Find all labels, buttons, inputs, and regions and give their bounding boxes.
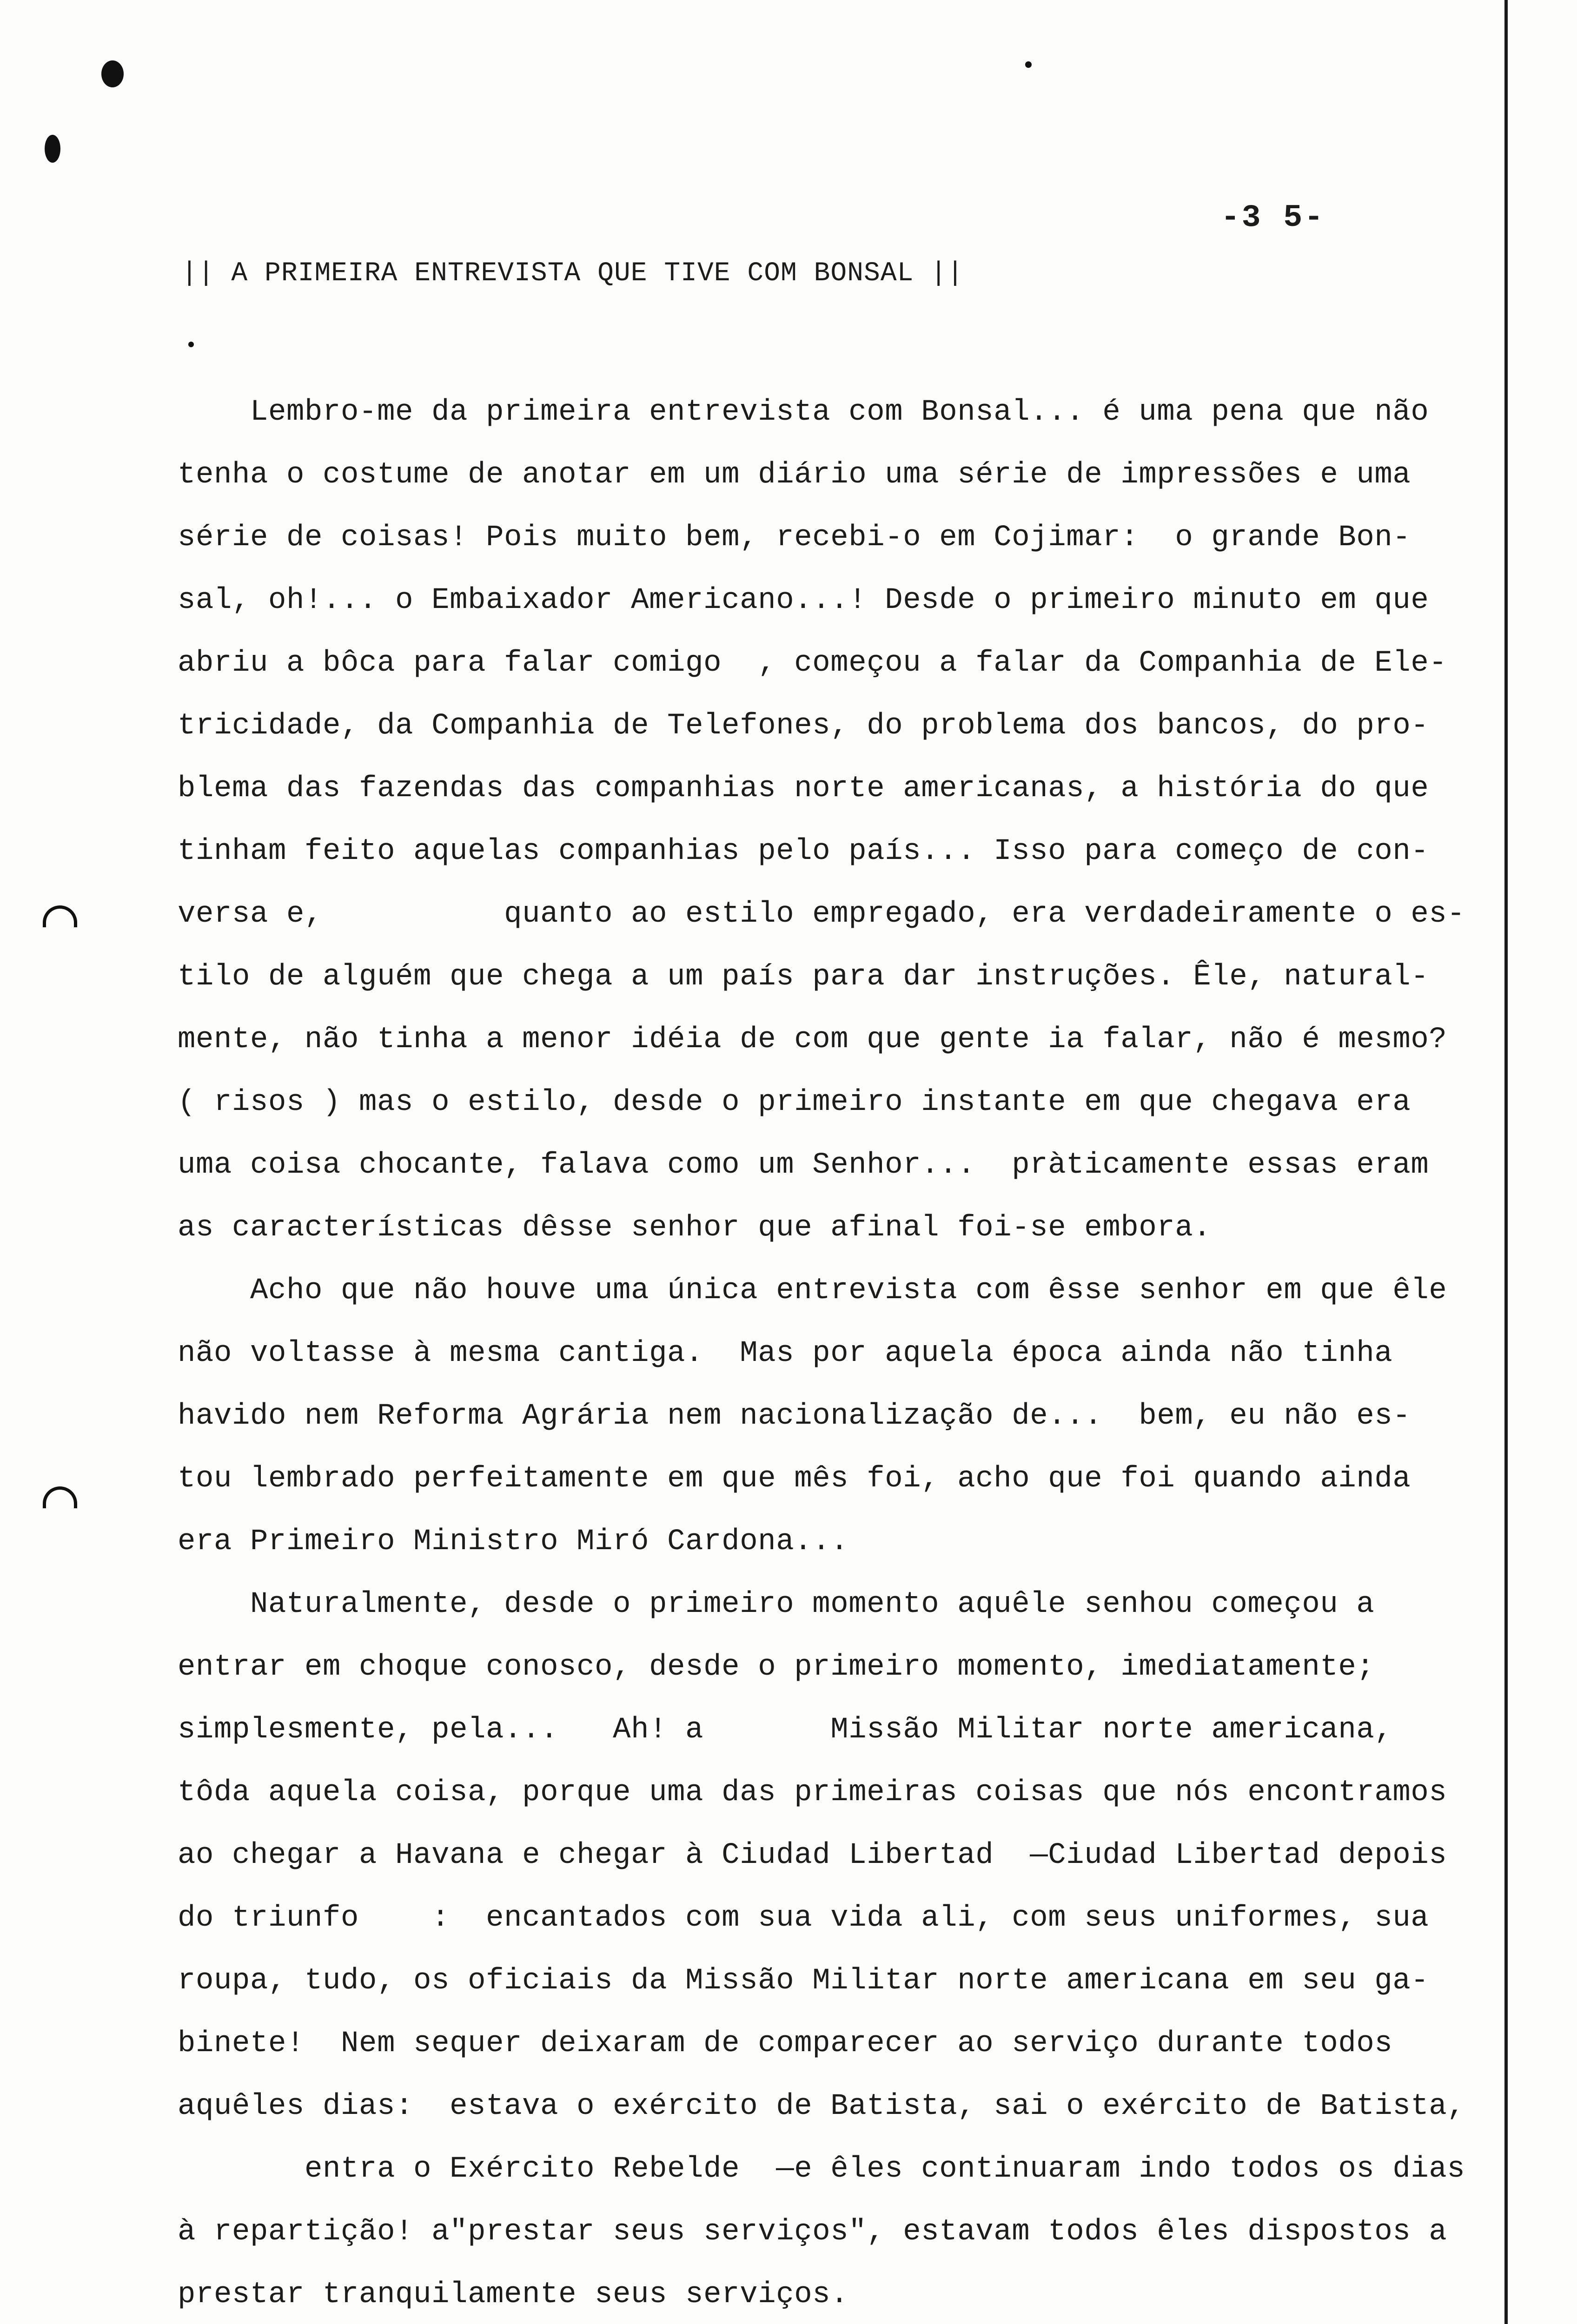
text-line: Lembro-me da primeira entrevista com Bonsal... é uma pena que não [178,396,1429,429]
ink-dot-mark [1025,61,1032,68]
ink-blot-mark [101,60,124,87]
text-line: à repartição! a"prestar seus serviços", estavam todos êles dispostos a [178,2215,1447,2249]
text-line: mente, não tinha a menor idéia de com que gente ia falar, não é mesmo? [178,1023,1447,1056]
text-line: sal, oh!... o Embaixador Americano...! Desde o primeiro minuto em que [178,584,1429,617]
text-line: abriu a bôca para falar comigo , começou a falar da Companhia de Ele- [178,647,1447,680]
text-line: aquêles dias: estava o exército de Batista, sai o exército de Batista, [178,2090,1465,2123]
text-line: Acho que não houve uma única entrevista com êsse senhor em que êle [178,1274,1447,1307]
text-line: prestar tranquilamente seus serviços. [178,2278,849,2311]
text-line: tricidade, da Companhia de Telefones, do problema dos bancos, do pro- [178,709,1429,743]
section-heading: || A PRIMEIRA ENTREVISTA QUE TIVE COM BONSAL || [181,258,964,289]
text-line: tinham feito aquelas companhias pelo país... Isso para começo de con- [178,835,1429,868]
text-line: versa e, quanto ao estilo empregado, era verdadeiramente o es- [178,898,1465,931]
text-line: era Primeiro Ministro Miró Cardona... [178,1525,849,1558]
text-line: tou lembrado perfeitamente em que mês foi, acho que foi quando ainda [178,1462,1411,1496]
text-line: roupa, tudo, os oficiais da Missão Militar norte americana em seu ga- [178,1964,1429,1998]
text-line: entrar em choque conosco, desde o primeiro momento, imediatamente; [178,1651,1375,1684]
text-line: série de coisas! Pois muito bem, recebi-o em Cojimar: o grande Bon- [178,521,1411,555]
page-number: -3 5- [1221,200,1325,236]
text-line: tilo de alguém que chega a um país para dar instruções. Êle, natural- [178,960,1429,994]
text-line: blema das fazendas das companhias norte americanas, a história do que [178,772,1429,805]
text-line: do triunfo : encantados com sua vida ali, com seus uniformes, sua [178,1901,1429,1935]
text-line: ( risos ) mas o estilo, desde o primeiro instante em que chegava era [178,1086,1411,1119]
margin-bracket-mark [43,1486,77,1508]
text-line: simplesmente, pela... Ah! a Missão Militar norte americana, [178,1713,1393,1747]
text-line: não voltasse à mesma cantiga. Mas por aquela época ainda não tinha [178,1337,1393,1370]
body-text [178,381,1507,2324]
ink-dot-mark [188,342,194,347]
ink-blot-mark [45,135,60,163]
text-line: uma coisa chocante, falava como um Senhor... pràticamente essas eram [178,1149,1429,1182]
margin-bracket-mark [43,905,77,927]
text-line: Naturalmente, desde o primeiro momento aquêle senhou começou a [178,1588,1375,1621]
text-line: havido nem Reforma Agrária nem nacionalização de... bem, eu não es- [178,1400,1411,1433]
text-line: tenha o costume de anotar em um diário uma série de impressões e uma [178,458,1411,492]
text-line: as características dêsse senhor que afinal foi-se embora. [178,1211,1212,1245]
text-line: binete! Nem sequer deixaram de comparecer ao serviço durante todos [178,2027,1393,2060]
text-line: ao chegar a Havana e chegar à Ciudad Libertad —Ciudad Libertad depois [178,1839,1447,1872]
text-line: entra o Exército Rebelde —e êles continuaram indo todos os dias [178,2152,1465,2186]
text-line: tôda aquela coisa, porque uma das primeiras coisas que nós encontramos [178,1776,1447,1809]
